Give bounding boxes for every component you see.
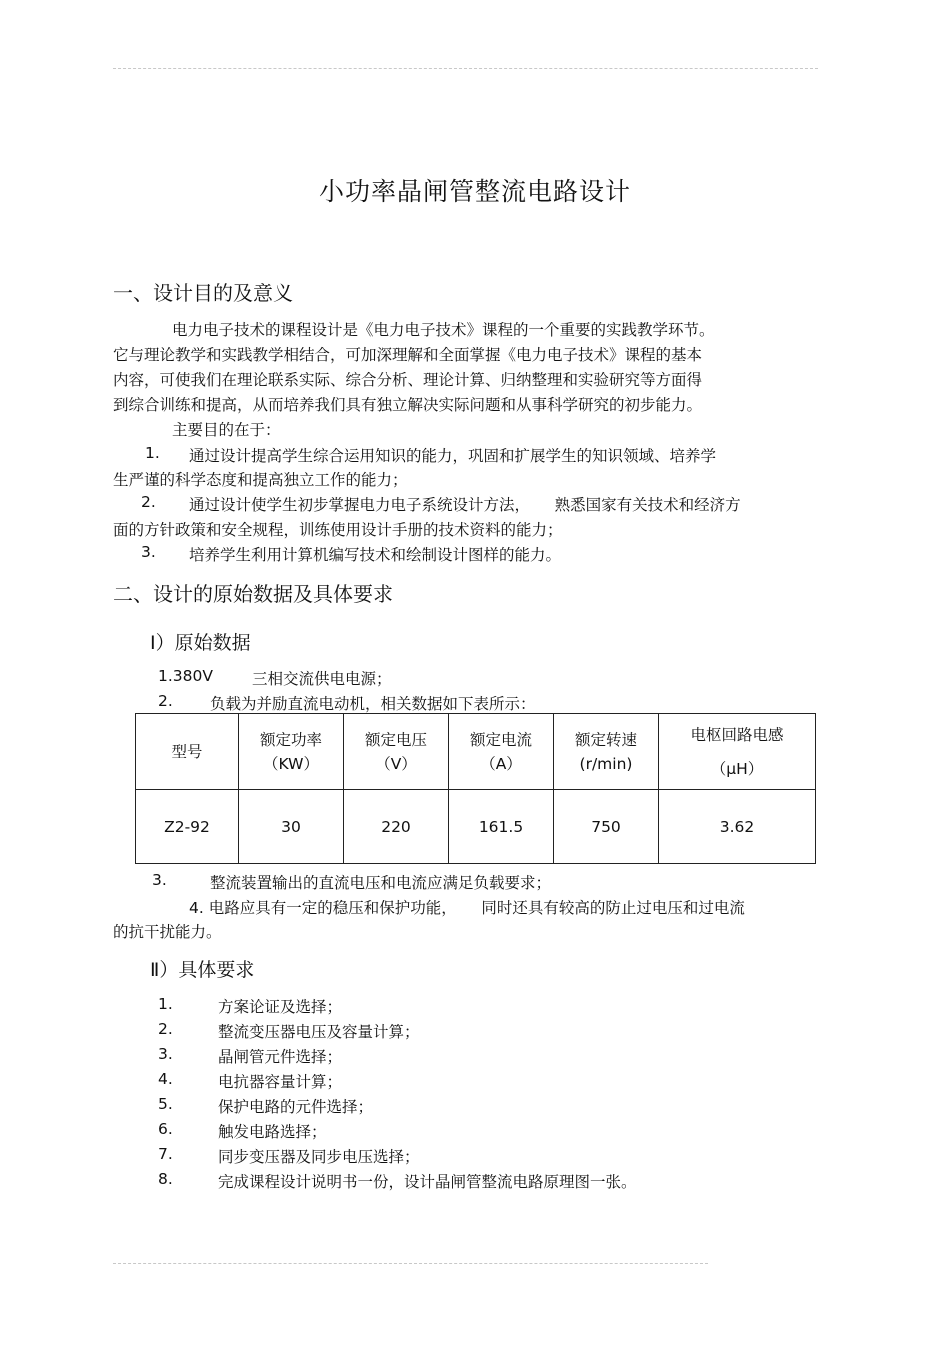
table-header-cell: 额定转速 (r/min) xyxy=(554,714,659,790)
intro-line-1: 电力电子技术的课程设计是《电力电子技术》课程的一个重要的实践教学环节。 xyxy=(172,321,715,339)
requirement-number: 5. xyxy=(158,1095,173,1113)
aim-1-number: 1. xyxy=(145,444,160,462)
item3-number: 3. xyxy=(152,871,167,889)
table-cell: 30 xyxy=(239,790,344,864)
intro-line-2: 它与理论教学和实践教学相结合，可加深理解和全面掌握《电力电子技术》课程的基本 xyxy=(113,346,703,364)
item3-text: 整流装置输出的直流电压和电流应满足负载要求； xyxy=(210,874,552,892)
sub2-heading: Ⅱ）具体要求 xyxy=(150,959,255,981)
section1-heading: 一、设计目的及意义 xyxy=(113,281,293,305)
table-cell: Z2-92 xyxy=(136,790,239,864)
table-header-cell: 额定功率 （KW） xyxy=(239,714,344,790)
aims-label: 主要目的在于： xyxy=(172,421,281,439)
aim-1-line1: 通过设计提高学生综合运用知识的能力，巩固和扩展学生的知识领域、培养学 xyxy=(189,447,717,465)
item2-number: 2. xyxy=(158,692,173,710)
requirement-text: 保护电路的元件选择； xyxy=(218,1098,374,1116)
item1-text: 三相交流供电电源； xyxy=(252,670,392,688)
item2-text: 负载为并励直流电动机，相关数据如下表所示： xyxy=(210,695,536,713)
requirement-text: 方案论证及选择； xyxy=(218,998,343,1016)
aim-2-number: 2. xyxy=(141,493,156,511)
motor-data-table xyxy=(135,713,816,864)
document-title: 小功率晶闸管整流电路设计 xyxy=(318,177,631,206)
aim-1-line2: 生严谨的科学态度和提高独立工作的能力； xyxy=(113,471,408,489)
requirement-number: 2. xyxy=(158,1020,173,1038)
requirement-number: 7. xyxy=(158,1145,173,1163)
table-cell: 220 xyxy=(344,790,449,864)
requirement-number: 4. xyxy=(158,1070,173,1088)
requirement-number: 6. xyxy=(158,1120,173,1138)
aim-2-line1: 通过设计使学生初步掌握电力电子系统设计方法， 熟悉国家有关技术和经济方 xyxy=(189,496,741,514)
header-rule xyxy=(113,68,818,69)
table-cell: 3.62 xyxy=(659,790,816,864)
table-header-row xyxy=(136,714,816,790)
requirement-text: 完成课程设计说明书一份，设计晶闸管整流电路原理图一张。 xyxy=(218,1173,637,1191)
requirement-text: 电抗器容量计算； xyxy=(218,1073,343,1091)
table-cell: 750 xyxy=(554,790,659,864)
requirement-text: 整流变压器电压及容量计算； xyxy=(218,1023,420,1041)
table-header-cell: 额定电压 （V） xyxy=(344,714,449,790)
table-cell: 161.5 xyxy=(449,790,554,864)
aim-2-line2: 面的方针政策和安全规程，训练使用设计手册的技术资料的能力； xyxy=(113,521,563,539)
aim-3-number: 3. xyxy=(141,543,156,561)
requirement-number: 3. xyxy=(158,1045,173,1063)
requirement-text: 同步变压器及同步电压选择； xyxy=(218,1148,420,1166)
section2-heading: 二、设计的原始数据及具体要求 xyxy=(113,582,393,606)
aim-3-line1: 培养学生利用计算机编写技术和绘制设计图样的能力。 xyxy=(189,546,562,564)
table-header-cell: 额定电流 （A） xyxy=(449,714,554,790)
sub1-heading: Ⅰ）原始数据 xyxy=(150,632,251,654)
table-row xyxy=(136,790,816,864)
intro-line-4: 到综合训练和提高，从而培养我们具有独立解决实际问题和从事科学研究的初步能力。 xyxy=(113,396,703,414)
item1-number: 1.380V xyxy=(158,667,213,685)
requirement-number: 8. xyxy=(158,1170,173,1188)
footer-rule xyxy=(113,1263,708,1264)
item4-line2: 的抗干扰能力。 xyxy=(113,923,222,941)
table-header-cell: 电枢回路电感 （μH） xyxy=(659,714,816,790)
intro-line-3: 内容，可使我们在理论联系实际、综合分析、理论计算、归纳整理和实验研究等方面得 xyxy=(113,371,703,389)
requirement-text: 触发电路选择； xyxy=(218,1123,327,1141)
item4-line1: 4. 电路应具有一定的稳压和保护功能， 同时还具有较高的防止过电压和过电流 xyxy=(189,899,745,917)
requirement-text: 晶闸管元件选择； xyxy=(218,1048,343,1066)
requirement-number: 1. xyxy=(158,995,173,1013)
table-header-cell: 型号 xyxy=(136,714,239,790)
